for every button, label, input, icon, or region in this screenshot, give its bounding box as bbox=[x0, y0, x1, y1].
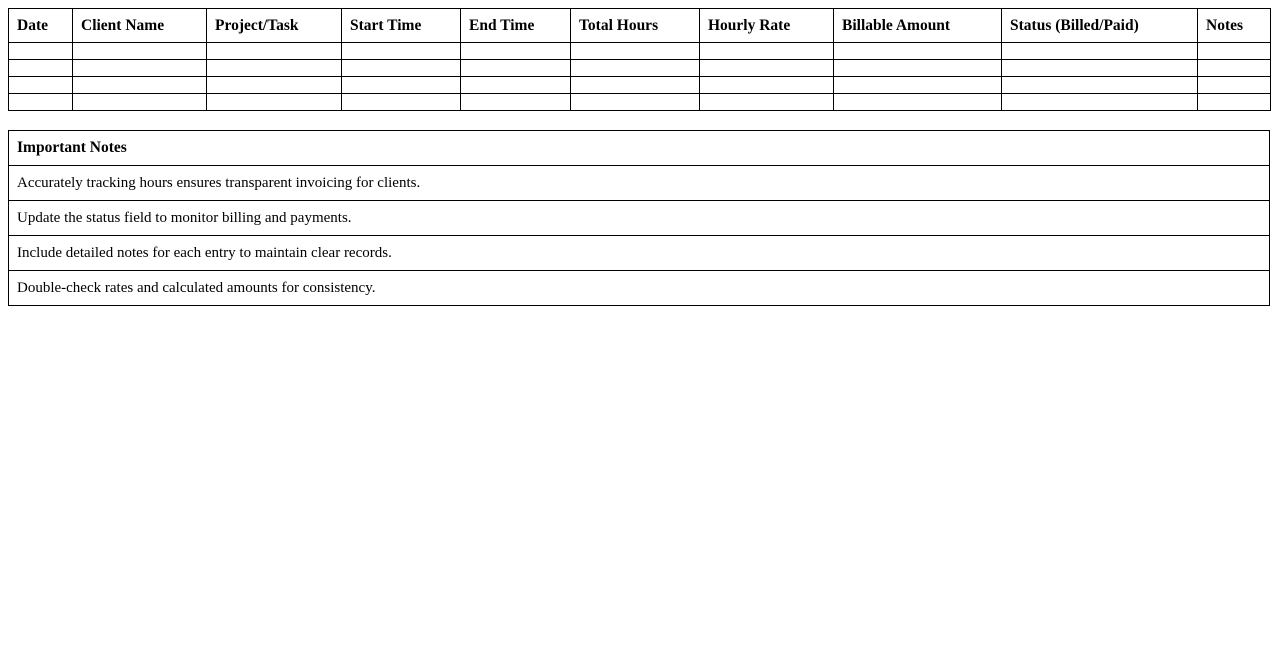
column-header-end-time: End Time bbox=[461, 9, 571, 43]
table-cell[interactable] bbox=[207, 94, 342, 111]
table-cell[interactable] bbox=[461, 60, 571, 77]
table-cell[interactable] bbox=[834, 94, 1002, 111]
column-header-client-name: Client Name bbox=[73, 9, 207, 43]
table-cell[interactable] bbox=[342, 77, 461, 94]
column-header-hourly-rate: Hourly Rate bbox=[700, 9, 834, 43]
table-cell[interactable] bbox=[73, 60, 207, 77]
table-cell[interactable] bbox=[73, 94, 207, 111]
table-cell[interactable] bbox=[700, 94, 834, 111]
column-header-status: Status (Billed/Paid) bbox=[1002, 9, 1198, 43]
header-row bbox=[9, 9, 1271, 43]
note-item: Double-check rates and calculated amounts for consistency. bbox=[9, 271, 1270, 306]
table-cell[interactable] bbox=[1198, 43, 1271, 60]
notes-header-row bbox=[9, 131, 1270, 166]
table-cell[interactable] bbox=[461, 77, 571, 94]
table-row bbox=[9, 43, 1271, 60]
table-cell[interactable] bbox=[9, 94, 73, 111]
table-cell[interactable] bbox=[834, 60, 1002, 77]
table-cell[interactable] bbox=[9, 60, 73, 77]
table-cell[interactable] bbox=[700, 43, 834, 60]
table-cell[interactable] bbox=[342, 43, 461, 60]
table-row bbox=[9, 77, 1271, 94]
table-cell[interactable] bbox=[207, 60, 342, 77]
table-row bbox=[9, 60, 1271, 77]
table-cell[interactable] bbox=[207, 43, 342, 60]
table-cell[interactable] bbox=[571, 43, 700, 60]
table-cell[interactable] bbox=[571, 94, 700, 111]
table-cell[interactable] bbox=[342, 60, 461, 77]
important-notes-title: Important Notes bbox=[9, 131, 1270, 166]
column-header-billable-amount: Billable Amount bbox=[834, 9, 1002, 43]
column-header-start-time: Start Time bbox=[342, 9, 461, 43]
table-cell[interactable] bbox=[1002, 77, 1198, 94]
note-item: Include detailed notes for each entry to maintain clear records. bbox=[9, 236, 1270, 271]
table-cell[interactable] bbox=[834, 77, 1002, 94]
note-row bbox=[9, 236, 1270, 271]
table-cell[interactable] bbox=[700, 77, 834, 94]
note-item: Update the status field to monitor billing and payments. bbox=[9, 201, 1270, 236]
note-row bbox=[9, 201, 1270, 236]
table-cell[interactable] bbox=[461, 94, 571, 111]
time-log-table bbox=[8, 8, 1271, 111]
table-cell[interactable] bbox=[342, 94, 461, 111]
table-cell[interactable] bbox=[73, 77, 207, 94]
important-notes-table bbox=[8, 130, 1270, 306]
table-cell[interactable] bbox=[1198, 60, 1271, 77]
note-item: Accurately tracking hours ensures transparent invoicing for clients. bbox=[9, 166, 1270, 201]
table-cell[interactable] bbox=[207, 77, 342, 94]
table-row bbox=[9, 94, 1271, 111]
table-cell[interactable] bbox=[1002, 60, 1198, 77]
table-cell[interactable] bbox=[834, 43, 1002, 60]
table-cell[interactable] bbox=[73, 43, 207, 60]
column-header-total-hours: Total Hours bbox=[571, 9, 700, 43]
table-cell[interactable] bbox=[9, 77, 73, 94]
table-cell[interactable] bbox=[9, 43, 73, 60]
column-header-date: Date bbox=[9, 9, 73, 43]
note-row bbox=[9, 271, 1270, 306]
table-cell[interactable] bbox=[1002, 43, 1198, 60]
table-cell[interactable] bbox=[461, 43, 571, 60]
note-row bbox=[9, 166, 1270, 201]
table-cell[interactable] bbox=[1002, 94, 1198, 111]
table-cell[interactable] bbox=[700, 60, 834, 77]
table-cell[interactable] bbox=[1198, 94, 1271, 111]
table-cell[interactable] bbox=[1198, 77, 1271, 94]
table-cell[interactable] bbox=[571, 77, 700, 94]
table-cell[interactable] bbox=[571, 60, 700, 77]
column-header-notes: Notes bbox=[1198, 9, 1271, 43]
column-header-project-task: Project/Task bbox=[207, 9, 342, 43]
